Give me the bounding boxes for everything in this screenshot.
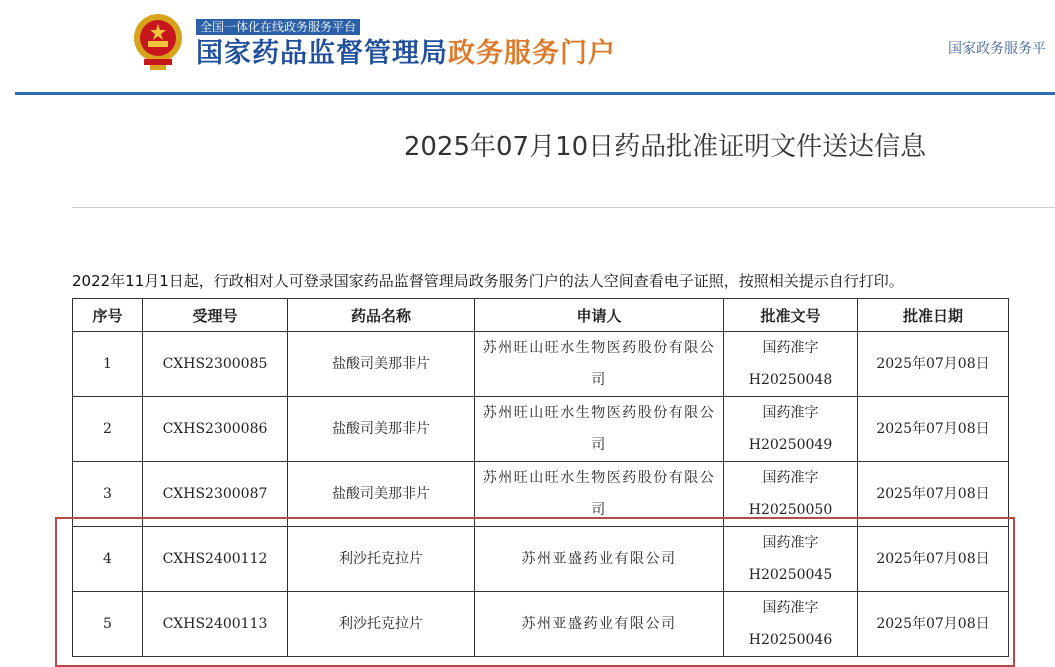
site-title[interactable] [196,37,616,71]
cell-applicant: 苏州亚盛药业有限公司 [475,592,724,657]
site-header [0,0,1055,95]
table-row [73,397,1009,462]
national-emblem-icon[interactable] [130,12,186,72]
cell-accept-no: CXHS2300085 [143,332,288,397]
col-header-drug-name: 药品名称 [288,299,475,332]
cell-accept-no: CXHS2300087 [143,462,288,527]
page-title: 2025年07月10日药品批准证明文件送达信息 [403,132,927,162]
cell-no: 4 [73,527,143,592]
table-row [73,527,1009,592]
cell-accept-no: CXHS2400113 [143,592,288,657]
cell-accept-no: CXHS2300086 [143,397,288,462]
table-header-row [73,299,1009,332]
cell-approval-date: 2025年07月08日 [858,462,1009,527]
cell-drug-name: 利沙托克拉片 [288,592,475,657]
cell-no: 5 [73,592,143,657]
cell-accept-no: CXHS2400112 [143,527,288,592]
cell-drug-name: 盐酸司美那非片 [288,332,475,397]
cell-no: 1 [73,332,143,397]
cell-applicant: 苏州旺山旺水生物医药股份有限公司 [475,332,724,397]
table-row [73,592,1009,657]
gov-service-platform-link[interactable]: 国家政务服务平 [948,41,1046,57]
table-row [73,332,1009,397]
cell-applicant: 苏州旺山旺水生物医药股份有限公司 [475,462,724,527]
cell-no: 2 [73,397,143,462]
col-header-accept-no: 受理号 [143,299,288,332]
cell-applicant: 苏州旺山旺水生物医药股份有限公司 [475,397,724,462]
cell-approval-no: 国药准字H20250050 [724,462,858,527]
cell-approval-no: 国药准字H20250049 [724,397,858,462]
col-header-applicant: 申请人 [475,299,724,332]
platform-tagline: 全国一体化在线政务服务平台 [196,19,360,35]
cell-approval-no: 国药准字H20250046 [724,592,858,657]
cell-approval-date: 2025年07月08日 [858,397,1009,462]
cell-applicant: 苏州亚盛药业有限公司 [475,527,724,592]
cell-approval-no: 国药准字H20250048 [724,332,858,397]
site-title-portal: 政务服务门户 [448,38,616,69]
col-header-approval-no: 批准文号 [724,299,858,332]
table-row [73,462,1009,527]
col-header-approval-date: 批准日期 [858,299,1009,332]
cell-drug-name: 盐酸司美那非片 [288,462,475,527]
site-title-agency: 国家药品监督管理局 [196,38,448,69]
col-header-no: 序号 [73,299,143,332]
cell-approval-date: 2025年07月08日 [858,332,1009,397]
cell-drug-name: 盐酸司美那非片 [288,397,475,462]
title-divider [72,207,1055,208]
cell-approval-date: 2025年07月08日 [858,592,1009,657]
cell-approval-date: 2025年07月08日 [858,527,1009,592]
cell-drug-name: 利沙托克拉片 [288,527,475,592]
header-divider [15,92,1055,95]
notice-text: 2022年11月1日起，行政相对人可登录国家药品监督管理局政务服务门户的法人空间查看电子证照，按照相关提示自行打印。 [72,272,904,290]
approval-table [72,298,1009,657]
cell-approval-no: 国药准字H20250045 [724,527,858,592]
cell-no: 3 [73,462,143,527]
